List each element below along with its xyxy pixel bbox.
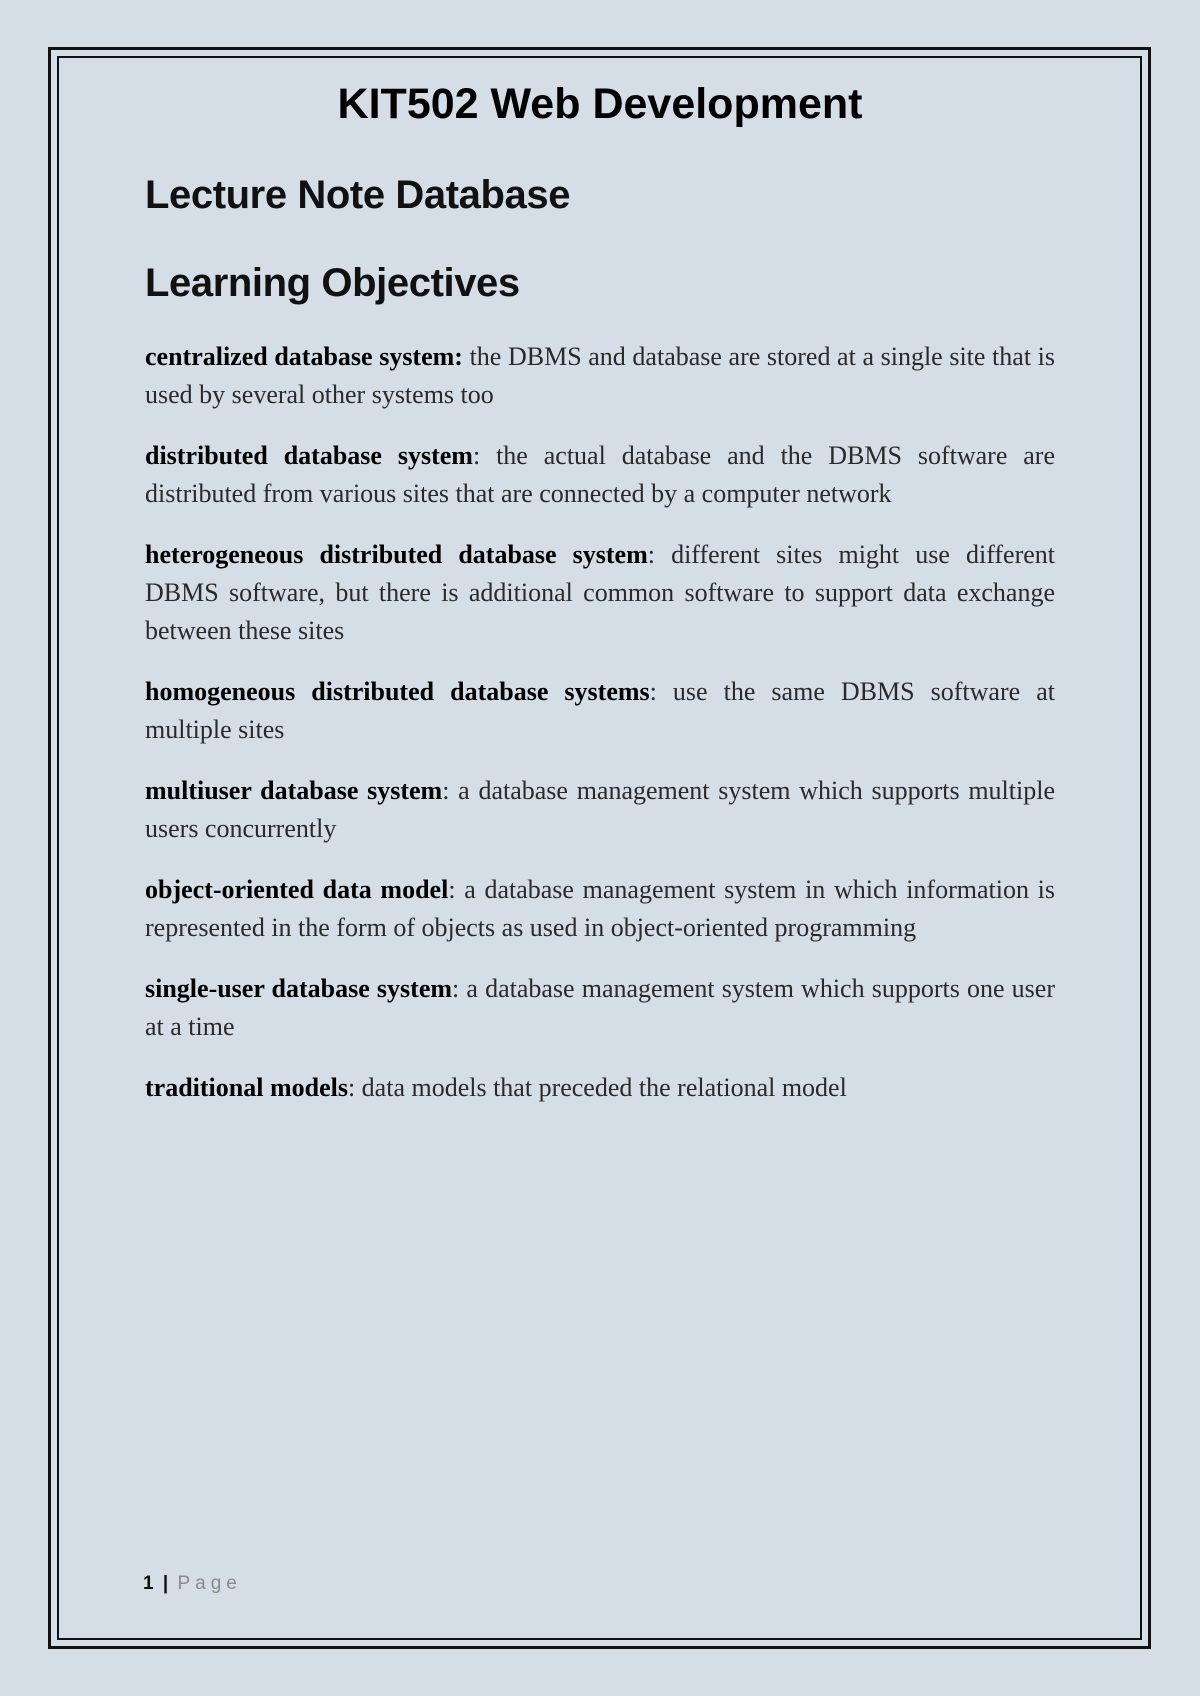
definition-term: homogeneous distributed database systems — [145, 677, 650, 706]
definition-term: multiuser database system — [145, 776, 443, 805]
definition-text: : a database management system which supports multiple users concurrently — [145, 776, 1055, 843]
definition-text: : the actual database and the DBMS software are distributed from various sites that are connected by a computer network — [145, 441, 1056, 508]
definition-term: single-user database system — [145, 974, 453, 1003]
footer-separator: | — [162, 1573, 169, 1594]
definition-item — [145, 772, 1055, 848]
definition-text: : data models that preceded the relational model — [347, 1073, 847, 1102]
definition-text: the DBMS and database are stored at a single site that is used by several other systems too — [145, 342, 1055, 409]
page-label: Page — [177, 1573, 242, 1594]
definition-item — [145, 1069, 1055, 1107]
page-content — [145, 78, 1055, 1130]
definition-term: traditional models — [145, 1073, 348, 1102]
definition-item — [145, 437, 1055, 513]
lecture-subtitle: Lecture Note Database — [145, 173, 571, 217]
definition-list — [145, 338, 1055, 1107]
document-title: KIT502 Web Development — [337, 80, 863, 128]
page-number: 1 — [143, 1573, 154, 1594]
definition-term: heterogeneous distributed database system — [145, 540, 648, 569]
definition-item — [145, 338, 1055, 414]
definition-term: distributed database system — [145, 441, 473, 470]
definition-item — [145, 871, 1055, 947]
definition-term: centralized database system: — [145, 342, 463, 371]
definition-item — [145, 536, 1055, 650]
definition-text: : use the same DBMS software at multiple sites — [145, 677, 1055, 744]
page-footer — [143, 1573, 242, 1595]
definition-text: : a database management system which supports one user at a time — [145, 974, 1055, 1041]
definition-text: : a database management system in which information is represented in the form of objects as used in object-oriented programming — [145, 875, 1055, 942]
section-heading: Learning Objectives — [145, 261, 520, 305]
definition-item — [145, 673, 1055, 749]
definition-item — [145, 970, 1055, 1046]
definition-text: : different sites might use different DBMS software, but there is additional common software to support data exchange between these sites — [145, 540, 1055, 645]
definition-term: object-oriented data model — [145, 875, 449, 904]
